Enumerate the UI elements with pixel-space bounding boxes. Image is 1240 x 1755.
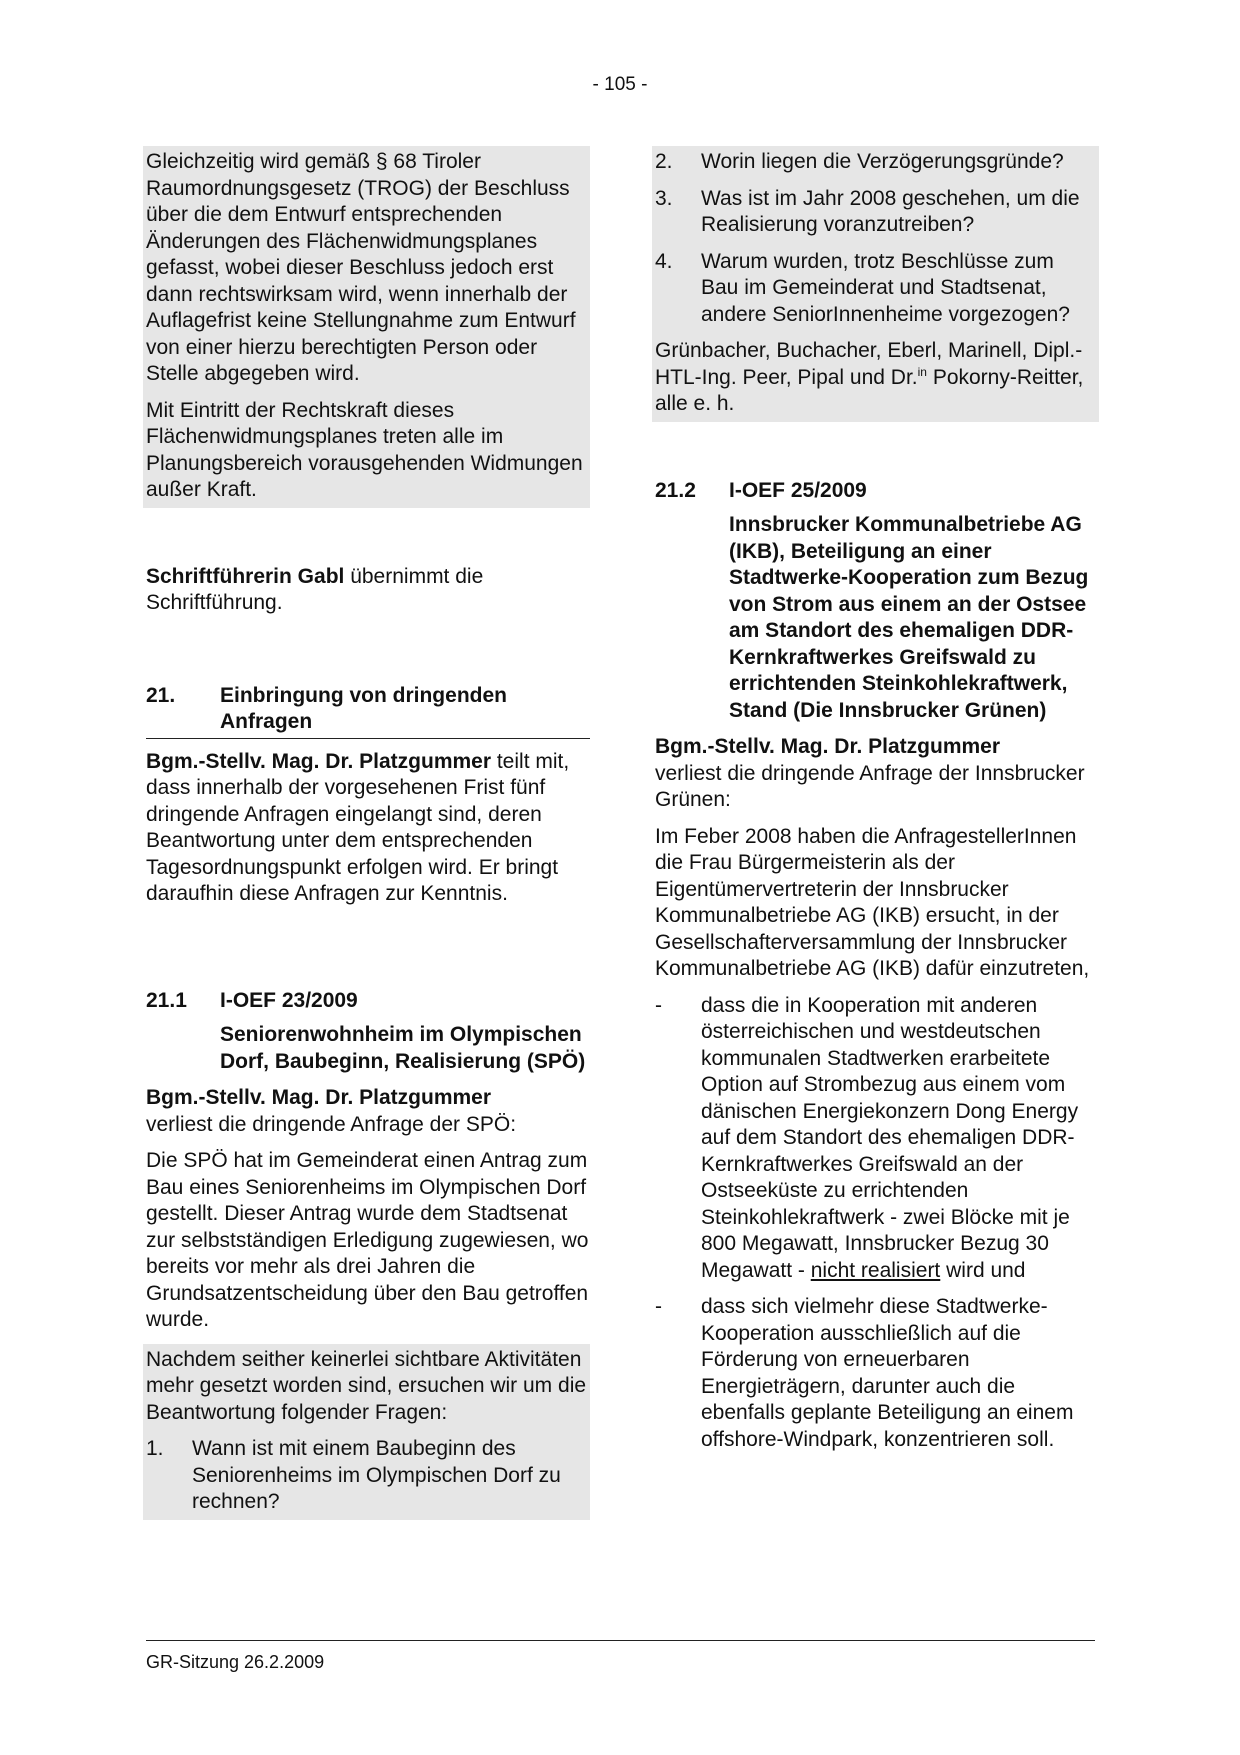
list-item: - dass sich vielmehr diese Stadtwerke-Kooperation ausschließlich auf die Förderung von erneuerbaren Energieträgern, darunter auch die ebenfalls geplante Beteiligung an einem offshore-Windpark, konzentrieren soll. xyxy=(655,1295,1074,1451)
section-21-2-title: Innsbrucker Kommunalbetriebe AG (IKB), Beteiligung an einer Stadtwerke-Kooperation zum Bezug von Strom aus einem an der Ostsee am Standort des ehemaligen DDR-Kernkraftwerkes Greifswald zu errichtenden Steinkohlekraftwerk, Stand (Die Innsbrucker Grünen) xyxy=(729,513,1089,722)
section-21-body: Bgm.-Stellv. Mag. Dr. Platzgummer teilt mit, dass innerhalb der vorgesehenen Frist fünf dringende Anfragen eingelangt sind, deren Beantwortung unter dem entsprechenden Tagesordnungspunkt erfolgen wird. Er bringt daraufhin diese Anfragen zur Kenntnis. xyxy=(146,749,570,905)
list-item: 3. Was ist im Jahr 2008 geschehen, um die Realisierung voranzutreiben? xyxy=(655,186,1080,236)
shaded-block-trog xyxy=(143,146,590,508)
paragraph: Gleichzeitig wird gemäß § 68 Tiroler Raumordnungsgesetz (TROG) der Beschluss über die dem Entwurf entsprechenden Änderungen des Flächenwidmungsplanes gefasst, wobei dieser Beschluss jedoch erst dann rechtswirksam wird, wenn innerhalb der Auflagefrist keine Stellungnahme zum Entwurf von einer hierzu berechtigten Person oder Stelle abgegeben wird. xyxy=(146,150,576,385)
section-heading-21: 21. Einbringung von dringenden Anfragen xyxy=(146,683,590,739)
speaker-line: Bgm.-Stellv. Mag. Dr. Platzgummer verliest die dringende Anfrage der Innsbrucker Grünen: xyxy=(655,735,1085,811)
section-heading-21-2: 21.2 I-OEF 25/2009 xyxy=(655,478,867,502)
list-item: 4. Warum wurden, trotz Beschlüsse zum Bau im Gemeinderat und Stadtsenat, andere SeniorInnenheime vorgezogen? xyxy=(655,249,1070,326)
list-item: 1. Wann ist mit einem Baubeginn des Seniorenheims im Olympischen Dorf zu rechnen? xyxy=(146,1437,561,1513)
page-footer: GR-Sitzung 26.2.2009 xyxy=(146,1640,1095,1676)
section-21-1-title: Seniorenwohnheim im Olympischen Dorf, Baubeginn, Realisierung (SPÖ) xyxy=(220,1023,586,1073)
paragraph: Mit Eintritt der Rechtskraft dieses Flächenwidmungsplanes treten alle im Planungsbereich vorausgehenden Widmungen außer Kraft. xyxy=(146,398,583,501)
list-item: 2. Worin liegen die Verzögerungsgründe? xyxy=(655,150,1064,173)
shaded-block-questions xyxy=(143,1344,590,1520)
left-column xyxy=(146,146,590,1520)
page-number: - 105 - xyxy=(592,74,648,95)
paragraph: Nachdem seither keinerlei sichtbare Aktivitäten mehr gesetzt worden sind, ersuchen wir um die Beantwortung folgender Fragen: xyxy=(146,1347,587,1424)
right-column xyxy=(655,146,1099,1463)
section-heading-21-1: 21.1 I-OEF 23/2009 xyxy=(146,988,358,1012)
shaded-block-questions-cont xyxy=(652,146,1099,422)
paragraph: Die SPÖ hat im Gemeinderat einen Antrag zum Bau eines Seniorenheims im Olympischen Dorf gestellt. Dieser Antrag wurde dem Stadtsenat zur selbstständigen Erledigung zugewiesen, wo bereits vor mehr als drei Jahren die Grundsatzentscheidung über den Bau getroffen wurde. xyxy=(146,1149,589,1331)
list-item: - dass die in Kooperation mit anderen österreichischen und westdeutschen kommunalen Stadtwerken erarbeitete Option auf Strombezug aus einem vom dänischen Energiekonzern Dong Energy auf dem Standort des ehemaligen DDR-Kernkraftwerkes Greifswald an der Ostseeküste zu errichtenden Steinkohlekraftwerk - zwei Blöcke mit je 800 Megawatt, Innsbrucker Bezug 30 Megawatt - nicht realisiert wird und xyxy=(655,993,1079,1282)
speaker-line: Bgm.-Stellv. Mag. Dr. Platzgummer verliest die dringende Anfrage der SPÖ: xyxy=(146,1086,517,1136)
paragraph: Im Feber 2008 haben die AnfragestellerInnen die Frau Bürgermeisterin als der Eigentümervertreterin der Innsbrucker Kommunalbetriebe AG (IKB) ersucht, in der Gesellschafterversammlung der Innsbrucker Kommunalbetriebe AG (IKB) dafür einzutreten, xyxy=(655,824,1090,980)
schriftfuehrung-note: Schriftführerin Gabl übernimmt die Schriftführung. xyxy=(146,564,484,614)
signers: Grünbacher, Buchacher, Eberl, Marinell, Dipl.-HTL-Ing. Peer, Pipal und Dr.$^{in}$ Pokorny-Reitter, alle e. h. xyxy=(655,339,1084,415)
